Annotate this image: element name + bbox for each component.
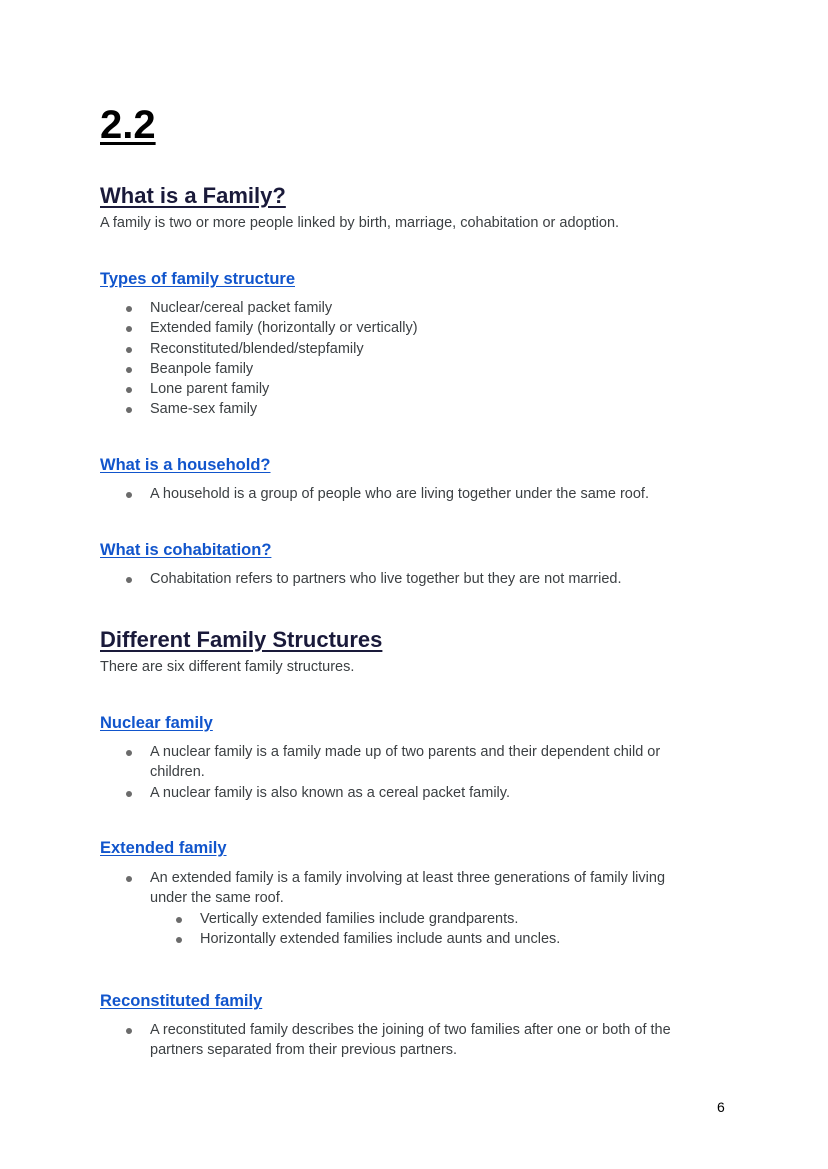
list-item: A nuclear family is also known as a cereal packet family. — [100, 783, 700, 803]
list-item: Lone parent family — [100, 379, 720, 399]
types-heading: Types of family structure — [100, 270, 295, 288]
structures-intro: There are six different family structures. — [100, 659, 355, 675]
household-list — [100, 484, 720, 504]
list-item: A reconstituted family describes the joining of two families after one or both of the partners separated from their previous partners. — [100, 1020, 710, 1061]
family-definition: A family is two or more people linked by birth, marriage, cohabitation or adoption. — [100, 215, 620, 231]
list-item: A nuclear family is a family made up of two parents and their dependent child or children. — [100, 742, 700, 783]
extended-list — [100, 868, 700, 949]
list-item: Reconstituted/blended/stepfamily — [100, 339, 720, 359]
list-item: An extended family is a family involving at least three generations of family living under the same roof. — [100, 868, 700, 909]
list-subitem: Horizontally extended families include aunts and uncles. — [100, 929, 700, 949]
list-item: Cohabitation refers to partners who live together but they are not married. — [100, 569, 720, 589]
nuclear-list — [100, 742, 700, 803]
extended-heading: Extended family — [100, 839, 227, 857]
list-item: Nuclear/cereal packet family — [100, 298, 720, 318]
list-subitem: Vertically extended families include grandparents. — [100, 909, 700, 929]
structures-heading: Different Family Structures — [100, 627, 383, 652]
cohabitation-heading: What is cohabitation? — [100, 541, 272, 559]
reconstituted-heading: Reconstituted family — [100, 992, 263, 1010]
list-item: Beanpole family — [100, 359, 720, 379]
list-item: A household is a group of people who are living together under the same roof. — [100, 484, 720, 504]
household-heading: What is a household? — [100, 456, 271, 474]
family-heading: What is a Family? — [100, 183, 286, 208]
reconstituted-list — [100, 1020, 710, 1061]
list-item: Same-sex family — [100, 399, 720, 419]
nuclear-heading: Nuclear family — [100, 714, 213, 732]
cohabitation-list — [100, 569, 720, 589]
list-item: Extended family (horizontally or vertically) — [100, 318, 720, 338]
section-number: 2.2 — [100, 103, 156, 147]
page-number: 6 — [717, 1099, 725, 1115]
types-list — [100, 298, 720, 420]
